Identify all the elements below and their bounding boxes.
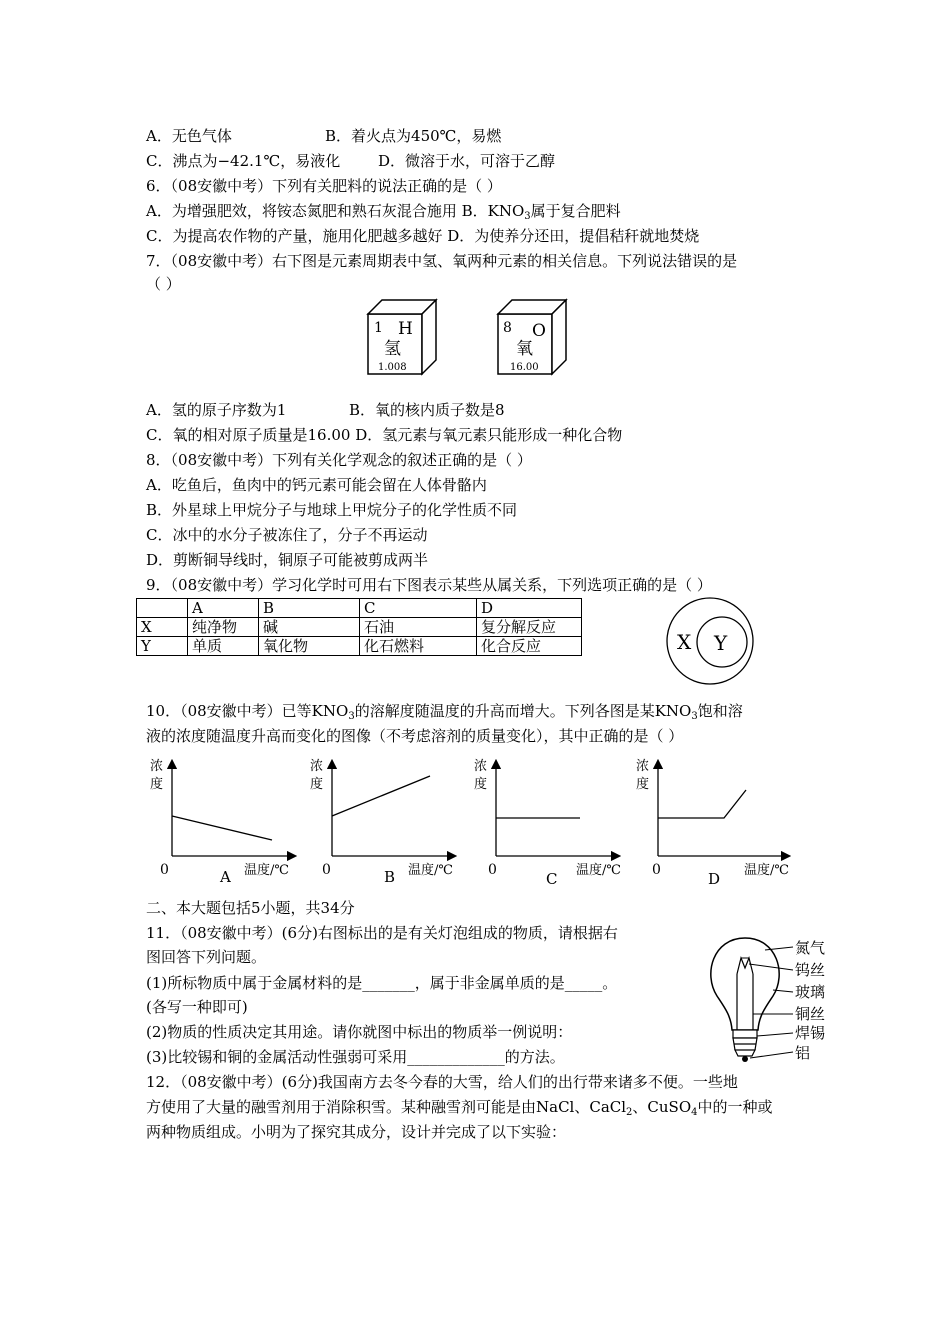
svg-text:温度/℃: 温度/℃ — [744, 863, 789, 878]
venn-diagram — [655, 596, 765, 686]
hydrogen-symbol: H — [398, 319, 413, 339]
bulb-label-nitrogen: 氮气 — [795, 939, 826, 957]
q7-paren: （ ） — [146, 275, 181, 293]
element-cards-figure — [362, 296, 592, 378]
hydrogen-name: 氢 — [384, 339, 401, 359]
q7-options-cd: C．氧的相对原子质量是16.00 D．氢元素与氧元素只能形成一种化合物 — [146, 426, 623, 444]
oxygen-name: 氧 — [516, 339, 533, 359]
svg-text:0: 0 — [652, 862, 661, 878]
bulb-label-solder: 焊锡 — [795, 1024, 826, 1042]
q7-option-a: A．氢的原子序数为1 — [146, 401, 287, 419]
graph-c — [474, 759, 621, 886]
svg-text:浓: 浓 — [474, 759, 488, 774]
q11-line-1: 11．（08安徽中考）(6分)右图标出的是有关灯泡组成的物质，请根据右 — [146, 924, 618, 942]
graph-a — [150, 759, 292, 886]
q8-stem: 8．（08安徽中考）下列有关化学观念的叙述正确的是（ ） — [146, 451, 532, 469]
oxygen-card — [498, 300, 566, 374]
hydrogen-mass: 1.008 — [378, 362, 407, 373]
svg-text:0: 0 — [160, 862, 169, 878]
q8-option-c: C．冰中的水分子被冻住了，分子不再运动 — [146, 526, 428, 544]
venn-inner-label: Y — [714, 631, 728, 655]
oxygen-mass: 16.00 — [510, 362, 539, 373]
svg-text:A: A — [220, 868, 231, 886]
svg-text:度: 度 — [474, 777, 488, 792]
section-2-heading: 二、本大题包括5小题，共34分 — [146, 899, 355, 917]
bulb-label-copper: 铜丝 — [795, 1005, 826, 1023]
q8-option-b: B．外星球上甲烷分子与地球上甲烷分子的化学性质不同 — [146, 501, 518, 519]
q9-stem: 9．（08安徽中考）学习化学时可用右下图表示某些从属关系，下列选项正确的是（ ） — [146, 576, 712, 594]
q12-line-2: 方使用了大量的融雪剂用于消除积雪。某种融雪剂可能是由NaCl、CaCl$_2$、CuSO$_4$中的一种或 — [146, 1098, 773, 1118]
q7-stem: 7．（08安徽中考）右下图是元素周期表中氢、氧两种元素的相关信息。下列说法错误的是 — [146, 252, 738, 270]
q5-option-a: A．无色气体 — [146, 127, 232, 145]
q11-line-5: (2)物质的性质决定其用途。请你就图中标出的物质举一例说明： — [146, 1023, 573, 1041]
svg-text:浓: 浓 — [310, 759, 324, 774]
svg-text:D: D — [708, 870, 721, 886]
q5-option-c: C．沸点为−42.1℃，易液化 — [146, 152, 341, 170]
svg-text:0: 0 — [322, 862, 331, 878]
bulb-label-glass: 玻璃 — [795, 983, 826, 1001]
svg-text:B: B — [384, 868, 396, 886]
hydrogen-number: 1 — [374, 320, 383, 336]
bulb-label-tungsten: 钨丝 — [795, 961, 826, 979]
q10-line-1: 10．（08安徽中考）已等$KNO_3$的溶解度随温度的升高而增大。下列各图是某$KNO_3$饱和溶 — [146, 702, 743, 722]
table-row: Y 单质 氧化物 化石燃料 化合反应 — [137, 637, 582, 656]
svg-text:浓: 浓 — [636, 759, 650, 774]
q6-options-cd: C．为提高农作物的产量，施用化肥越多越好 D．为使养分还田，提倡秸秆就地焚烧 — [146, 227, 700, 245]
q6-options-ab: A．为增强肥效，将铵态氮肥和熟石灰混合施用 B．$KNO_3$属于复合肥料 — [146, 202, 621, 222]
q11-line-3: (1)所标物质中属于金属材料的是_______，属于非金属单质的是_____。 — [146, 974, 618, 992]
svg-text:浓: 浓 — [150, 759, 164, 774]
svg-text:0: 0 — [488, 862, 497, 878]
q11-line-6: (3)比较锡和铜的金属活动性强弱可采用_____________的方法。 — [146, 1048, 565, 1066]
q7-option-b: B．氧的核内质子数是8 — [349, 401, 505, 419]
q12-line-1: 12．（08安徽中考）(6分)我国南方去冬今春的大雪，给人们的出行带来诸多不便。一些地 — [146, 1073, 738, 1091]
table-row: X 纯净物 碱 石油 复分解反应 — [137, 618, 582, 637]
svg-text:温度/℃: 温度/℃ — [576, 863, 621, 878]
oxygen-symbol: O — [532, 321, 546, 341]
svg-text:C: C — [546, 870, 558, 886]
q10-line-2: 液的浓度随温度升高而变化的图像（不考虑溶剂的质量变化），其中正确的是（ ） — [146, 727, 684, 745]
graph-b — [310, 759, 453, 886]
svg-text:度: 度 — [636, 777, 650, 792]
q11-line-2: 图回答下列问题。 — [146, 948, 267, 966]
q11-line-4: (各写一种即可) — [146, 998, 248, 1016]
q5-option-b: B．着火点为450℃，易燃 — [325, 127, 502, 145]
graph-b-line — [332, 776, 430, 816]
table-row: A B C D — [137, 599, 582, 618]
q8-option-a: A．吃鱼后，鱼肉中的钙元素可能会留在人体骨骼内 — [146, 476, 487, 494]
svg-text:度: 度 — [150, 777, 164, 792]
q9-options-table — [136, 598, 582, 656]
svg-text:温度/℃: 温度/℃ — [244, 863, 289, 878]
bulb-label-aluminum: 铝 — [795, 1044, 811, 1062]
graph-d — [636, 759, 789, 886]
graph-a-line — [172, 816, 272, 840]
q8-option-d: D．剪断铜导线时，铜原子可能被剪成两半 — [146, 551, 429, 569]
graph-d-line — [658, 790, 746, 818]
concentration-graphs — [140, 756, 800, 886]
light-bulb-figure — [705, 934, 835, 1066]
q6-stem: 6．（08安徽中考）下列有关肥料的说法正确的是（ ） — [146, 177, 502, 195]
svg-text:温度/℃: 温度/℃ — [408, 863, 453, 878]
svg-text:度: 度 — [310, 777, 324, 792]
q12-line-3: 两种物质组成。小明为了探究其成分，设计并完成了以下实验： — [146, 1123, 567, 1141]
hydrogen-card — [368, 300, 436, 374]
oxygen-number: 8 — [503, 320, 512, 336]
venn-outer-label: X — [677, 630, 692, 654]
q5-option-d: D．微溶于水，可溶于乙醇 — [378, 152, 556, 170]
